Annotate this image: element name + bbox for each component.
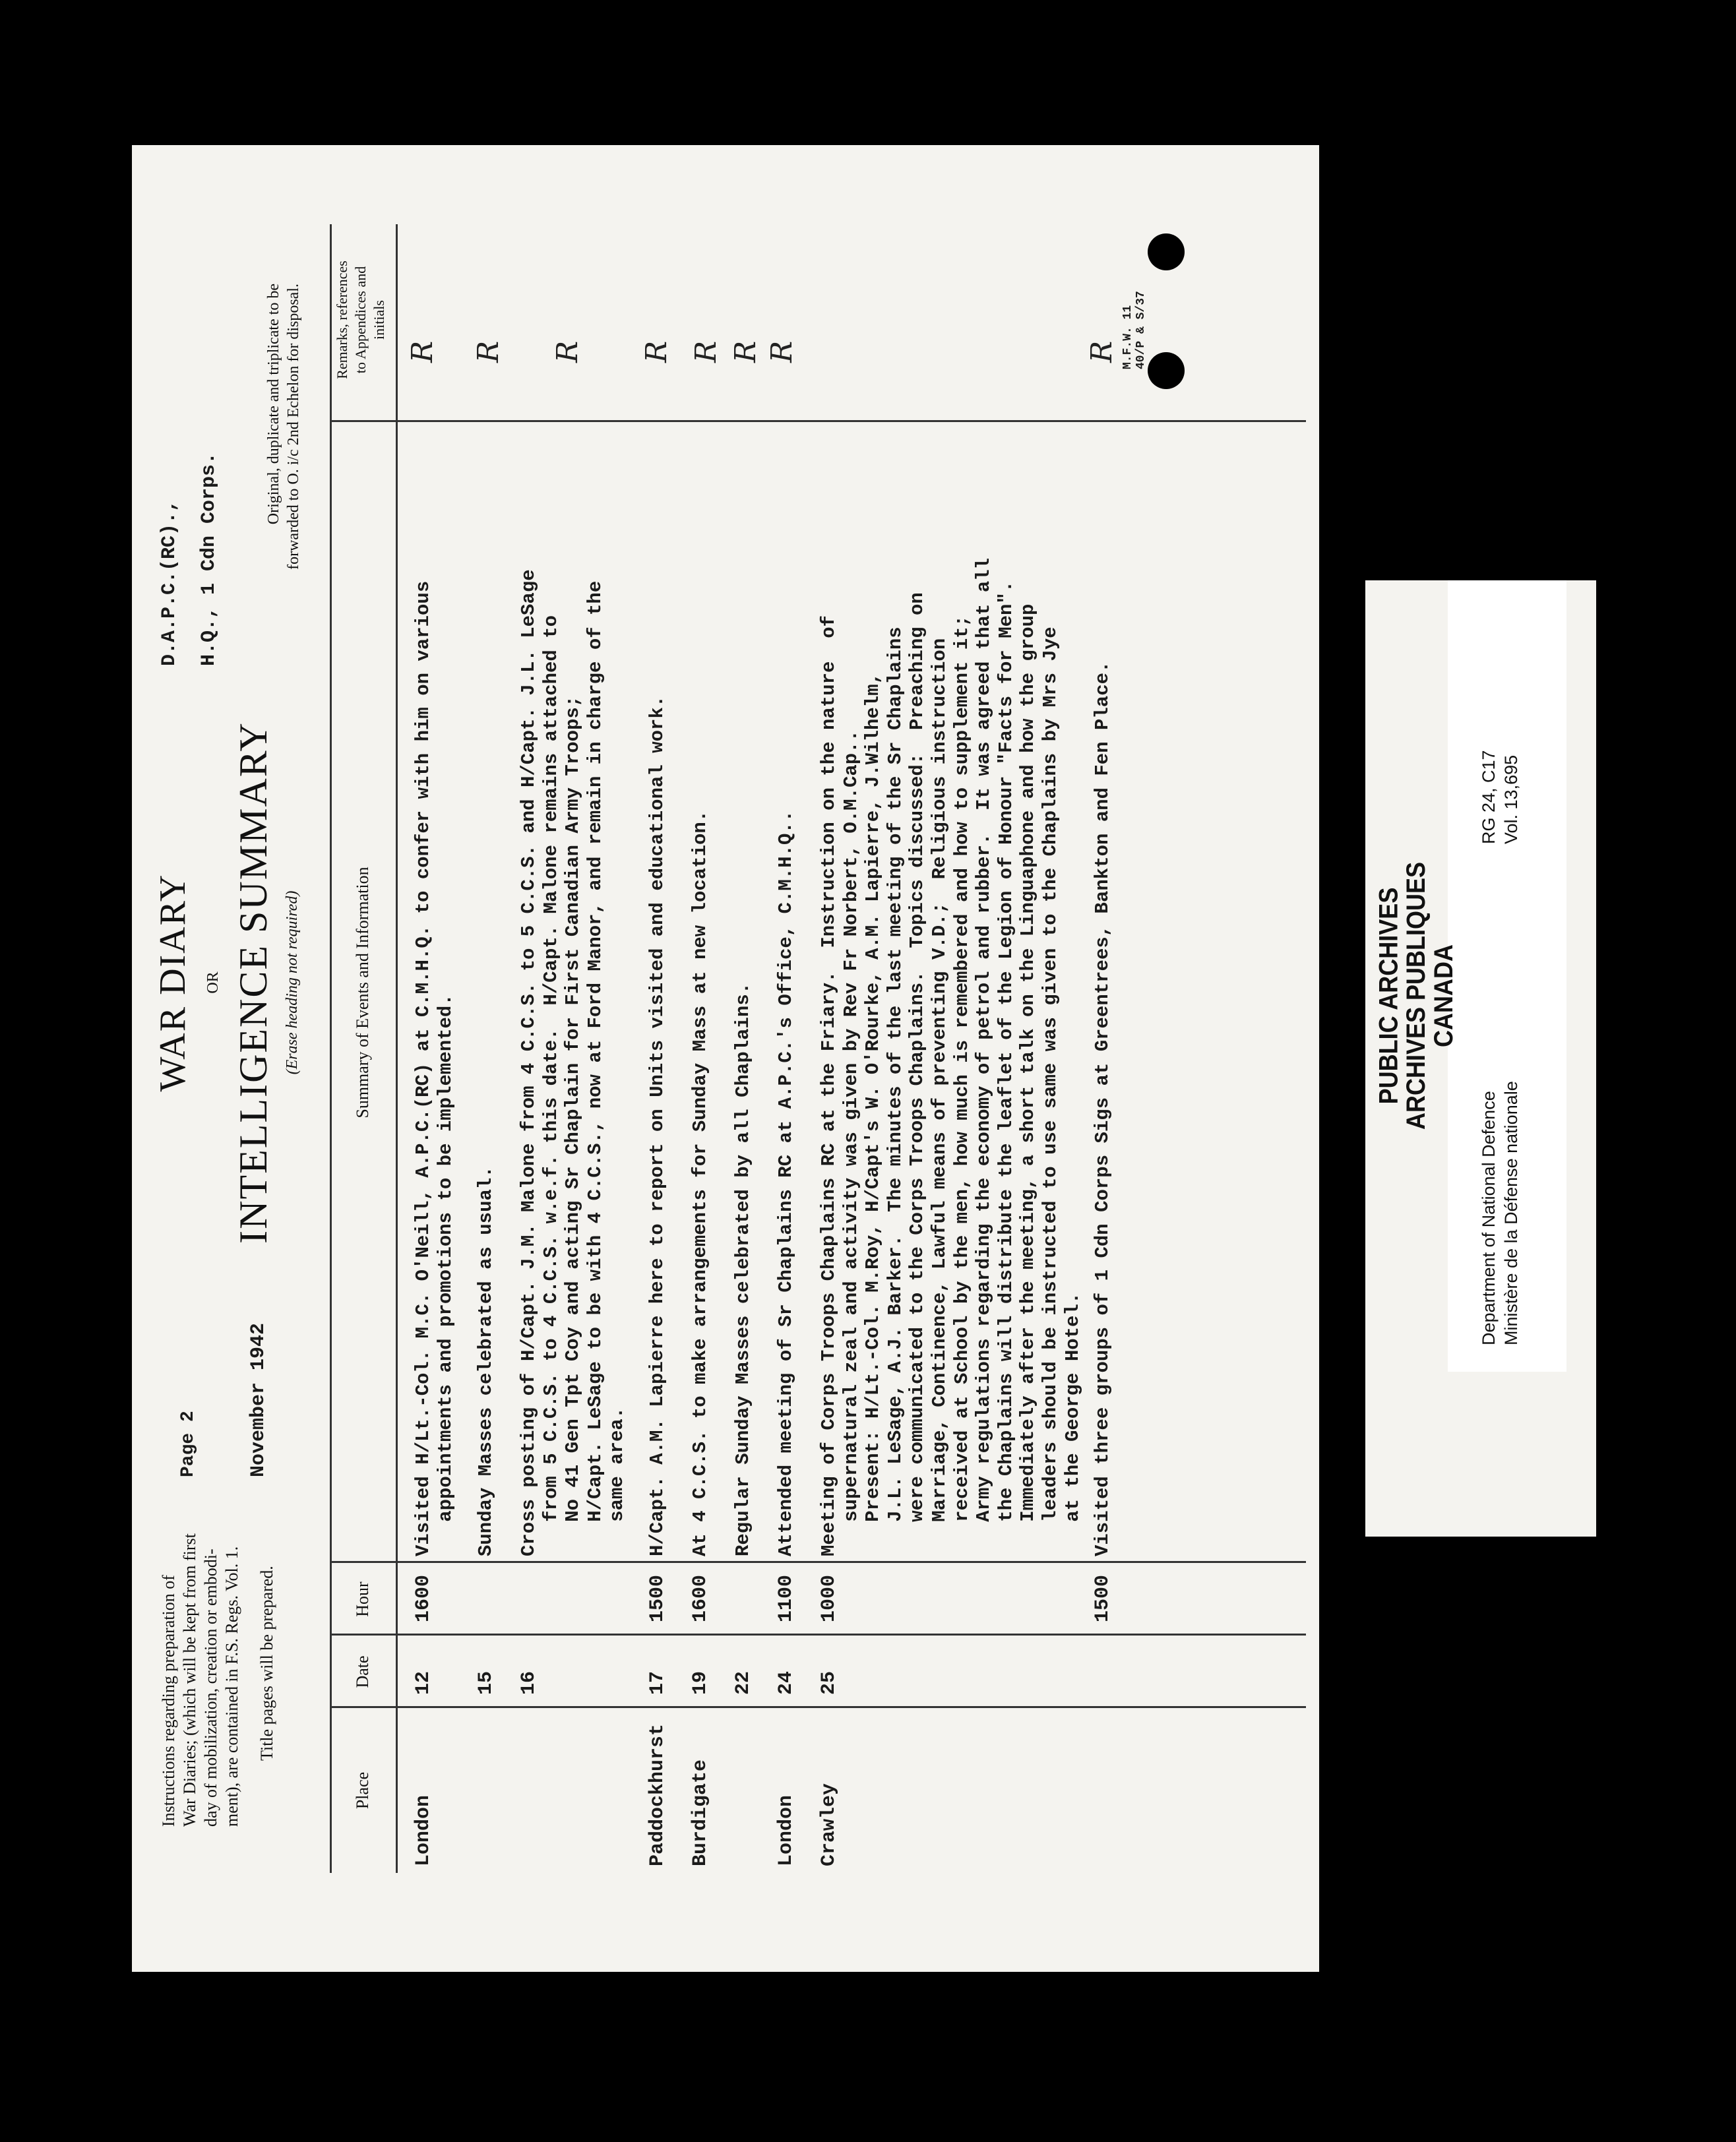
original-note-line2: forwarded to O. i/c 2nd Echelon for disposal. bbox=[285, 284, 302, 570]
title-note: (Erase heading not required) bbox=[284, 890, 301, 1075]
row-summary: Sunday Masses celebrated as usual. bbox=[475, 1166, 497, 1556]
row-hour: 1000 bbox=[818, 1574, 840, 1622]
row-date: 19 bbox=[689, 1670, 712, 1695]
department-block bbox=[1477, 1081, 1522, 1345]
row-initial: R bbox=[472, 340, 505, 363]
header-place: Place bbox=[353, 1771, 372, 1810]
row-place: Burdigate bbox=[689, 1759, 712, 1866]
row-initial: R bbox=[765, 340, 799, 363]
row-initial: R bbox=[640, 340, 673, 363]
row-date: 22 bbox=[732, 1670, 755, 1695]
row-hour: 1100 bbox=[775, 1574, 797, 1622]
header-remarks-line2: to Appendices and bbox=[352, 266, 369, 374]
archives-line1: PUBLIC ARCHIVES bbox=[1373, 887, 1404, 1105]
row-initial: R bbox=[729, 340, 762, 363]
original-note bbox=[264, 284, 303, 653]
form-code bbox=[1121, 291, 1148, 369]
row-initial: R bbox=[689, 340, 723, 363]
row-initial: R bbox=[1085, 340, 1119, 363]
form-code-line1: M.F.W. 11 bbox=[1121, 305, 1134, 369]
row-summary: Attended meeting of Sr Chaplains RC at A.P.C.'s Office, C.M.H.Q.. bbox=[775, 810, 797, 1556]
row-hour: 1500 bbox=[1092, 1574, 1114, 1622]
instructions-line: ment), are contained in F.S. Regs. Vol. 1. bbox=[222, 1546, 241, 1827]
header-date: Date bbox=[353, 1655, 372, 1688]
header-summary: Summary of Events and Information bbox=[353, 867, 372, 1118]
form-code-line2: 40/P & S/37 bbox=[1134, 291, 1148, 369]
row-place: London bbox=[412, 1794, 435, 1866]
row-date: 12 bbox=[412, 1670, 435, 1695]
row-date: 17 bbox=[646, 1670, 669, 1695]
war-diary-page bbox=[132, 145, 1319, 1972]
column-divider bbox=[330, 1706, 1306, 1708]
column-divider bbox=[330, 420, 1306, 422]
instructions-line: Instructions regarding preparation of bbox=[159, 1575, 178, 1827]
header-hour: Hour bbox=[353, 1581, 372, 1617]
instructions-line: War Diaries; (which will be kept from first bbox=[180, 1533, 199, 1827]
original-note-line1: Original, duplicate and triplicate to be bbox=[265, 284, 282, 525]
header-remarks-line1: Remarks, references bbox=[334, 260, 350, 379]
table-top-rule bbox=[330, 224, 332, 1873]
row-summary: Cross posting of H/Capt. J.M. Malone from 4 C.C.S. to 5 C.C.S. and H/Capt. J.L. LeSage from 5 C.C.S. to 4 C.C.S. w.e.f. this date. H/Capt. Malone remains attached to No 41 Gen Tpt Coy and acting Sr Chaplain for First Canadian Army Troops; H/Capt. LeSage to be with 4 C.C.S., now at Ford Manor, and remain in charge of the same area. bbox=[518, 569, 629, 1556]
row-hour: 1600 bbox=[412, 1574, 435, 1622]
column-divider bbox=[330, 1634, 1306, 1636]
diary-month: November 1942 bbox=[247, 1322, 270, 1477]
row-summary: Visited three groups of 1 Cdn Corps Sigs at Greentrees, Bankton and Fen Place. bbox=[1092, 661, 1113, 1556]
unit-line2: H.Q., 1 Cdn Corps. bbox=[198, 452, 220, 666]
reference-line2: Vol. 13,695 bbox=[1501, 754, 1521, 844]
archives-block bbox=[1375, 765, 1457, 1227]
row-summary: Regular Sunday Masses celebrated by all Chaplains. bbox=[732, 982, 754, 1556]
punch-hole bbox=[1148, 233, 1185, 270]
department-line2: Ministère de la Défense nationale bbox=[1501, 1081, 1521, 1345]
war-diary-content bbox=[132, 145, 1319, 1972]
row-date: 15 bbox=[475, 1670, 497, 1695]
row-date: 25 bbox=[818, 1670, 840, 1695]
row-initial: R bbox=[551, 340, 584, 363]
row-initial: R bbox=[406, 340, 439, 363]
instructions-line: day of mobilization, creation or embodi- bbox=[201, 1548, 220, 1827]
row-place: Crawley bbox=[818, 1783, 840, 1866]
archives-line3: CANADA bbox=[1428, 944, 1458, 1047]
archive-label-content bbox=[1365, 580, 1596, 1537]
row-date: 24 bbox=[775, 1670, 797, 1695]
reference-line1: RG 24, C17 bbox=[1479, 750, 1499, 844]
column-divider bbox=[330, 1561, 1306, 1563]
table-header-rule bbox=[396, 224, 398, 1873]
title-or: OR bbox=[204, 971, 222, 994]
archives-line2: ARCHIVES PUBLIQUES bbox=[1400, 861, 1431, 1130]
header-remarks-line3: initials bbox=[371, 300, 387, 340]
row-hour: 1600 bbox=[689, 1574, 712, 1622]
page-number: Page 2 bbox=[178, 1411, 199, 1477]
row-place: London bbox=[775, 1794, 797, 1866]
unit-line1: D.A.P.C.(RC)., bbox=[158, 499, 181, 666]
row-summary: At 4 C.C.S. to make arrangements for Sunday Mass at new location. bbox=[689, 810, 711, 1556]
row-date: 16 bbox=[518, 1670, 540, 1695]
title-intelligence-summary: INTELLIGENCE SUMMARY bbox=[232, 721, 275, 1244]
row-place: Paddockhurst bbox=[646, 1723, 669, 1866]
department-line1: Department of National Defence bbox=[1479, 1091, 1499, 1345]
reference-block bbox=[1477, 750, 1522, 844]
title-war-diary: WAR DIARY bbox=[152, 873, 193, 1092]
archive-stamp-box bbox=[1448, 580, 1566, 1372]
header-remarks bbox=[333, 224, 388, 415]
punch-hole bbox=[1148, 352, 1185, 389]
row-hour: 1500 bbox=[646, 1574, 669, 1622]
row-summary: Visited H/Lt.-Col. M.C. O'Neill, A.P.C.(RC) at C.M.H.Q. to confer with him on various appointments and promotions to be implemented. bbox=[412, 580, 456, 1556]
instructions-block bbox=[158, 1457, 243, 1827]
row-summary: H/Capt. A.M. Lapierre here to report on Units visited and educational work. bbox=[646, 695, 668, 1556]
row-summary: Meeting of Corps Troops Chaplains RC at the Friary. Instruction on the nature of supernatural zeal and activity was given by Rev Fr Norbert, O.M.Cap.. Present: H/Lt.-Col. M.Roy, H/Capt's W. O'Rourke, A.M. Lapierre, J.Wilhelm, J.L. LeSage, A.J. Barker. The minutes of the last meeting of the Sr Chaplains were communicated to the Corps Troops Chaplains. Topics discussed: Preaching on Marriage, Continence, Lawful means of preventing V.D.; Religious instruction received at School by the men, how much is remembered and how to supplement it; Army regulations regarding the economy of petrol and rubber. It was agreed that all the Chaplains will distribute the leaflet of the Legion of Honour "Facts for Men". Immediately after the meeting, a short talk on the Linguaphone and how the group leaders should be instructed to use same was given to the Chaplains by Mrs Jye at the George Hotel. bbox=[818, 557, 1084, 1556]
archive-label-card bbox=[1365, 580, 1596, 1537]
title-pages-note: Title pages will be prepared. bbox=[257, 1566, 276, 1761]
